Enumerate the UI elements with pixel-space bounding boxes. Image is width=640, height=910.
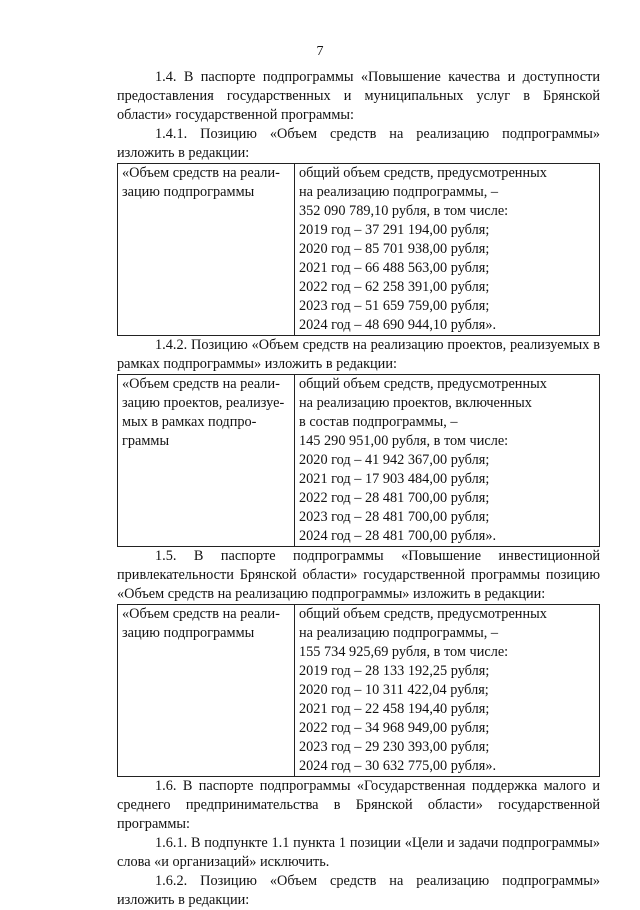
table-3-value-cell: [295, 605, 599, 776]
table-1-value-line: 352 090 789,10 рубля, в том числе:: [299, 203, 509, 219]
paragraph-1-6: 1.6. В паспорте подпрограммы «Государственная поддержка малого и среднего предпринимательства в Брянской области» государственной программы:: [117, 778, 600, 832]
table-1-label-line: зацию подпрограммы: [122, 184, 255, 200]
table-2-value-line: общий объем средств, предусмотренных: [299, 376, 547, 392]
table-2-value-cell: [295, 375, 599, 546]
paragraph-1-6-2: 1.6.2. Позицию «Объем средств на реализацию подпрограммы» изложить в редакции:: [117, 873, 600, 908]
table-1-value-cell: [295, 164, 599, 335]
table-1-label-cell: [118, 164, 295, 335]
table-3-value-line: на реализацию подпрограммы, –: [299, 625, 499, 641]
table-2-value-line: 2021 год – 17 903 484,00 рубля;: [299, 471, 490, 487]
table-3-value-line: 2020 год – 10 311 422,04 рубля;: [299, 682, 489, 698]
table-2-label-line: «Объем средств на реали-: [122, 376, 280, 392]
table-3-value-line: 2021 год – 22 458 194,40 рубля;: [299, 701, 490, 717]
table-3-value-line: 2022 год – 34 968 949,00 рубля;: [299, 720, 490, 736]
paragraph-1-4: 1.4. В паспорте подпрограммы «Повышение качества и доступности предоставления государственных и муниципальных услуг в Брянской области» государственной программы:: [117, 69, 600, 123]
table-projects-funding: [117, 374, 600, 547]
table-1-value-line: на реализацию подпрограммы, –: [299, 184, 499, 200]
paragraph-1-5: 1.5. В паспорте подпрограммы «Повышение инвестиционной привлекательности Брянской области» государственной программы позицию «Объем средств на реализацию подпрограммы» изложить в редакции:: [117, 548, 600, 602]
table-2-value-line: 2022 год – 28 481 700,00 рубля;: [299, 490, 490, 506]
table-1-value-line: 2023 год – 51 659 759,00 рубля;: [299, 298, 490, 314]
table-1-value-line: 2022 год – 62 258 391,00 рубля;: [299, 279, 490, 295]
document-body: [117, 68, 600, 910]
table-2-value-line: 145 290 951,00 рубля, в том числе:: [299, 433, 509, 449]
table-3-value-line: 2023 год – 29 230 393,00 рубля;: [299, 739, 490, 755]
table-3-value-line: 155 734 925,69 рубля, в том числе:: [299, 644, 509, 660]
table-3-value-line: 2024 год – 30 632 775,00 рубля».: [299, 758, 497, 774]
table-subprogram-funding-1: [117, 163, 600, 336]
table-2-label-line: зацию проектов, реализуе-: [122, 395, 285, 411]
table-1-label-line: «Объем средств на реали-: [122, 165, 280, 181]
table-3-value-line: общий объем средств, предусмотренных: [299, 606, 547, 622]
table-3-label-line: зацию подпрограммы: [122, 625, 255, 641]
table-3-label-cell: [118, 605, 295, 776]
table-subprogram-funding-2: [117, 604, 600, 777]
table-2-value-line: в состав подпрограммы, –: [299, 414, 458, 430]
table-1-value-line: 2019 год – 37 291 194,00 рубля;: [299, 222, 490, 238]
table-2-value-line: 2020 год – 41 942 367,00 рубля;: [299, 452, 490, 468]
table-2-label-cell: [118, 375, 295, 546]
table-1-value-line: общий объем средств, предусмотренных: [299, 165, 547, 181]
table-2-value-line: 2024 год – 28 481 700,00 рубля».: [299, 528, 497, 544]
paragraph-1-4-1: 1.4.1. Позицию «Объем средств на реализацию подпрограммы» изложить в редакции:: [117, 126, 600, 161]
table-3-value-line: 2019 год – 28 133 192,25 рубля;: [299, 663, 490, 679]
table-1-value-line: 2020 год – 85 701 938,00 рубля;: [299, 241, 490, 257]
table-1-value-line: 2021 год – 66 488 563,00 рубля;: [299, 260, 490, 276]
table-1-value-line: 2024 год – 48 690 944,10 рубля».: [299, 317, 497, 333]
paragraph-1-6-1: 1.6.1. В подпункте 1.1 пункта 1 позиции «Цели и задачи подпрограммы» слова «и организаций» исключить.: [117, 835, 600, 870]
table-2-label-line: граммы: [122, 433, 170, 449]
paragraph-1-4-2: 1.4.2. Позицию «Объем средств на реализацию проектов, реализуемых в рамках подпрограммы» изложить в редакции:: [117, 337, 600, 372]
table-3-label-line: «Объем средств на реали-: [122, 606, 280, 622]
table-2-label-line: мых в рамках подпро-: [122, 414, 257, 430]
table-2-value-line: на реализацию проектов, включенных: [299, 395, 532, 411]
table-2-value-line: 2023 год – 28 481 700,00 рубля;: [299, 509, 490, 525]
page-number: 7: [316, 44, 324, 59]
